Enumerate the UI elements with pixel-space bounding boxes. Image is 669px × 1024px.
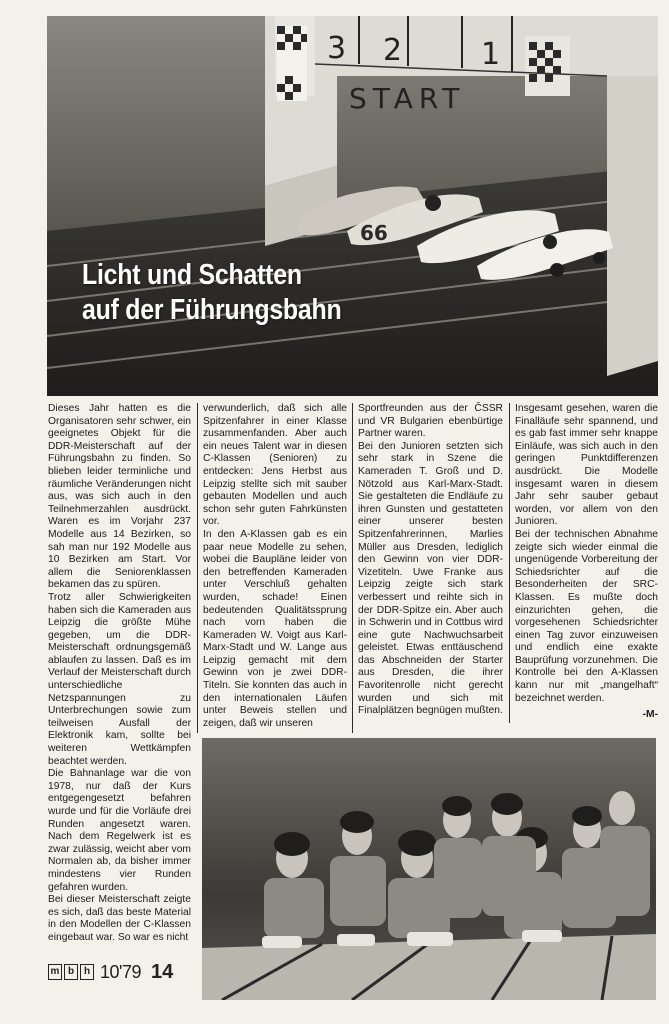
headline-line-2: auf der Führungsbahn — [82, 294, 342, 326]
logo-letter: b — [64, 964, 78, 980]
paragraph: Sportfreunden aus der ČSSR und VR Bulgarien ebenbürtige Partner waren. — [358, 403, 503, 440]
text-column-3 — [358, 403, 503, 718]
svg-text:66: 66 — [360, 221, 388, 245]
start-label: START — [349, 82, 466, 115]
column-rule — [509, 403, 510, 723]
text-column-1 — [48, 403, 191, 945]
paragraph: Dieses Jahr hatten es die Organisatoren sehr schwer, ein geeignetes Objekt für die DDR-Meisterschaft auf der Führungsbahn zu finden. So blieben leider terminliche und räumliche Veränderungen nicht aus, was sich auch in den Teilnehmerzahlen ausdrückt. Waren es im Vorjahr 237 Modelle aus 14 Bezirken, so sah man nur 192 Modelle aus 10 Bezirken am Start. Vor allem die Seniorenklassen bekamen das zu spüren. — [48, 403, 191, 591]
headline-line-1: Licht und Schatten — [82, 259, 302, 291]
spectators-and-track-photo — [202, 738, 656, 1000]
text-column-4 — [515, 403, 658, 722]
paragraph: Bei dieser Meisterschaft zeigte es sich, daß das beste Material in den Modellen der C-Klassen eingebaut war. So war es nicht — [48, 894, 191, 943]
logo-letter: m — [48, 964, 62, 980]
page-number: 14 — [150, 960, 174, 983]
author-signature: -M- — [642, 709, 658, 721]
column-rule — [197, 403, 198, 733]
logo-letter: h — [80, 964, 94, 980]
spectators-photo — [202, 738, 656, 1000]
column-rule — [352, 403, 353, 733]
paragraph: Insgesamt gesehen, waren die Finalläufe sehr spannend, und es gab fast immer sehr knappe Einläufe, was sich auch in den geringen Punktdifferenzen ausdrückt. Die Modelle insgesamt waren in diesem Jahr sehr sauber gebaut worden, vor allem von den Junioren. — [515, 403, 658, 528]
page-footer — [48, 960, 173, 984]
start-number-1: 1 — [481, 37, 501, 72]
paragraph: Trotz aller Schwierigkeiten haben sich die Kameraden aus Leipzig die größte Mühe gegeben, um die DDR-Meisterschaft ordnungsgemäß ablaufen zu lassen. Daß es im Verlauf der Meisterschaft durch unterschiedliche Netzspannungen zu Unterbrechungen sowie zum teilweisen Ausfall der Elektronik kam, sollte bei weiteren Wettkämpfen beachtet werden. — [48, 591, 191, 767]
text-column-2 — [203, 403, 347, 730]
paragraph: Bei der technischen Abnahme zeigte sich wieder einmal die ungenügende Vorbereitung der Schiedsrichter auf die Besonderheiten der SRC-Klassen. Es mußte doch einzurichten gehen, die vorgesehenen Schiedsrichter einen Tag zuvor einzuweisen und endlich eine exakte Bauprüfung vorzunehmen. Die Kontrolle bei den A-Klassen kann nur mit „mangelhaft“ bezeichnet werden. — [515, 528, 658, 704]
magazine-logo — [48, 964, 94, 980]
start-number-3: 3 — [327, 31, 347, 66]
start-number-2: 2 — [383, 33, 403, 68]
article-headline — [82, 258, 341, 328]
header-photo — [47, 16, 658, 396]
slot-car-start-gate-photo — [47, 16, 658, 396]
checkered-flag-left — [277, 26, 307, 101]
paragraph: Bei den Junioren setzten sich sehr stark in Szene die Kameraden T. Groß und D. Nötzold aus Karl-Marx-Stadt. Sie gestalteten die Endläufe zu ihren Gunsten und gestatteten einer unserer besten Spitzenfahrerinnen, Marlies Müller aus Dresden, lediglich den Gewinn von vier DDR-Vizetiteln. Uwe Franke aus Leipzig zeigte sich stark verbessert und reihte sich in der DDR-Spitze ein. Aber auch in Schwerin und in Cottbus wird eine gute Nachwuchsarbeit geleistet. Etwas enttäuschend das Abschneiden der Starter aus Dresden, die ihrer Favoritenrolle nicht gerecht wurden und sich mit Finalplätzen begnügen mußten. — [358, 440, 503, 717]
paragraph: verwunderlich, daß sich alle Spitzenfahrer in einer Klasse zusammenfanden. Aber auch ein neues Talent war in diesen C-Klassen (Senioren) zu entdecken: Jens Herbst aus Leipzig stellte sich mit sauber gebauten Modellen und auch schon sehr guten Fahrkünsten vor. — [203, 403, 347, 528]
issue-number: 10'79 — [100, 961, 141, 982]
paragraph: Die Bahnanlage war die von 1978, nur daß der Kurs entgegengesetzt befahren wurde und für die Vorläufe drei Runden angesetzt waren. Nach dem Regelwerk ist es zwar zulässig, weicht aber vom Normalen ab, da bisher immer mindestens vier Runden gefahren wurden. — [48, 768, 191, 893]
paragraph: In den A-Klassen gab es ein paar neue Modelle zu sehen, wobei die Baupläne leider von den betreffenden Kameraden unter Verschluß gehalten wurden, schade! Einen bedeutenden Qualitätssprung nach vorn haben die Kameraden W. Voigt aus Karl-Marx-Stadt und W. Lange aus Leipzig gemacht mit dem Gewinn von je zwei DDR-Titeln. Sie konnten das auch in den internationalen Läufen unter Beweis stellen und zeigen, daß wir unseren — [203, 528, 347, 729]
